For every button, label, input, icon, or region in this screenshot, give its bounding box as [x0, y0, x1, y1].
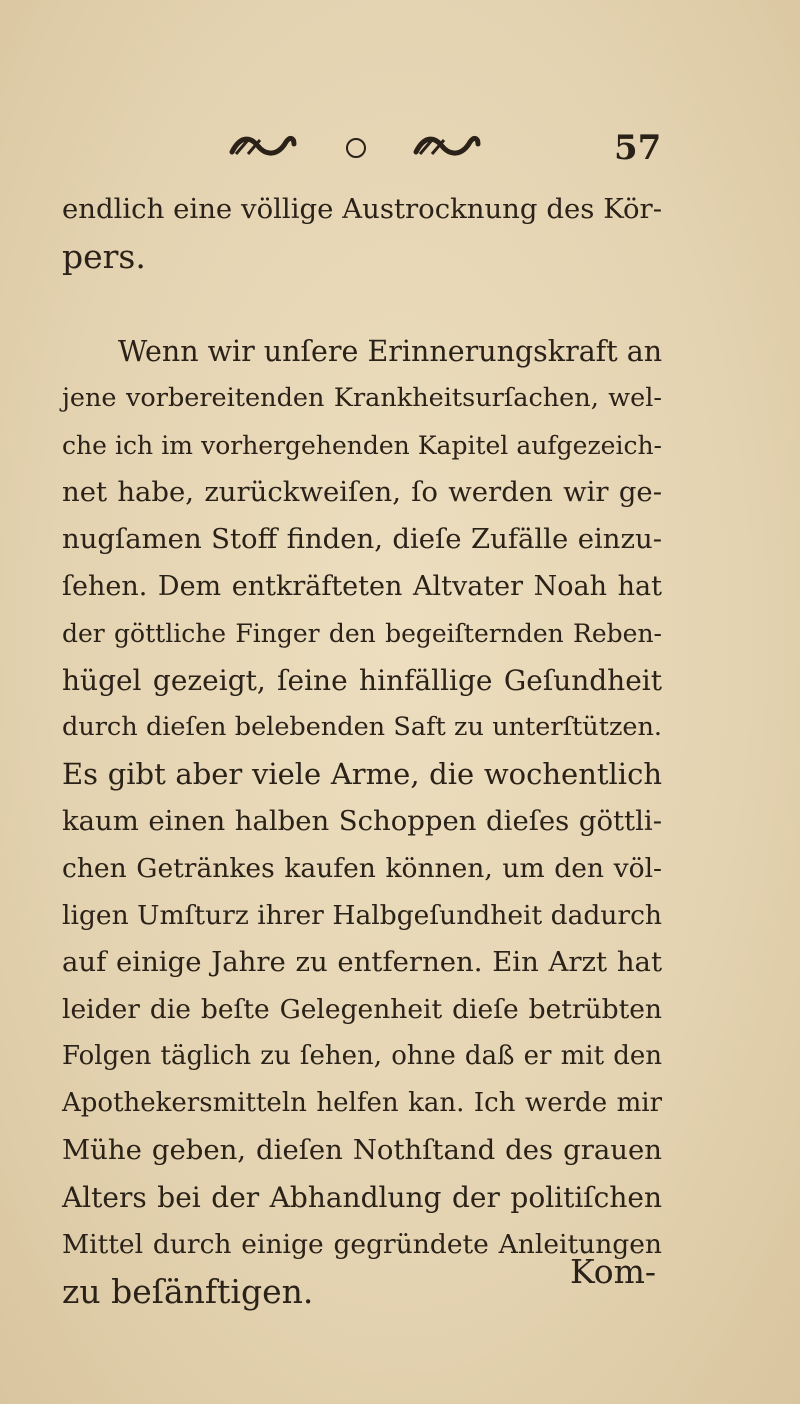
- text-line: ſehen. Dem entkräfteten Altvater Noah hat: [62, 571, 662, 602]
- text-line: pers.: [62, 237, 146, 276]
- ornament-right-icon: [412, 128, 482, 164]
- text-line: chen Getränkes kaufen können, um den völ-: [62, 853, 662, 884]
- text-line: Folgen täglich zu ſehen, ohne daß er mit den: [62, 1041, 662, 1071]
- text-line: che ich im vorhergehenden Kapitel aufgezeich-: [62, 431, 662, 460]
- ornament-left-icon: [228, 128, 298, 164]
- ornament-circle-icon: [346, 138, 366, 158]
- text-line: endlich eine völlige Austrocknung des Kör-: [62, 193, 662, 225]
- text-line: Wenn wir unſere Erinnerungskraft an: [118, 335, 663, 368]
- text-line: leider die beſte Gelegenheit dieſe betrübten: [62, 994, 662, 1025]
- text-line: durch dieſen belebenden Saft zu unterſtützen.: [62, 712, 662, 742]
- text-line: nugſamen Stoff finden, dieſe Zufälle einzu-: [62, 523, 662, 555]
- text-line: net habe, zurückweiſen, ſo werden wir ge-: [62, 476, 662, 508]
- text-line: kaum einen halben Schoppen dieſes göttli-: [62, 805, 662, 837]
- text-line: ligen Umſturz ihrer Halbgeſundheit dadurch: [62, 900, 662, 931]
- text-line: auf einige Jahre zu entfernen. Ein Arzt hat: [62, 946, 662, 978]
- text-line: Mühe geben, dieſen Nothſtand des grauen: [62, 1134, 662, 1166]
- page-number: 57: [614, 128, 662, 168]
- catchword: Kom-: [570, 1252, 657, 1291]
- paragraph-1: [62, 186, 662, 280]
- text-line: hügel gezeigt, ſeine hinfällige Geſundheit: [62, 664, 662, 697]
- text-line: jene vorbereitenden Krankheitsurſachen, wel-: [62, 383, 662, 413]
- text-line: Mittel durch einige gegründete Anleitungen: [62, 1229, 662, 1260]
- paragraph-gap: [62, 280, 662, 328]
- paragraph-2: [62, 328, 662, 1315]
- text-line: Alters bei der Abhandlung der politiſchen: [62, 1181, 662, 1214]
- text-line: Es gibt aber viele Arme, die wochentlich: [62, 757, 662, 791]
- text-line: Apothekersmitteln helfen kan. Ich werde mir: [62, 1088, 662, 1118]
- text-line: der göttliche Finger den begeiſternden Reben-: [62, 619, 662, 648]
- page-header: [0, 128, 800, 168]
- text-line: zu beſänftigen.: [62, 1272, 314, 1311]
- body-text: [62, 186, 662, 1315]
